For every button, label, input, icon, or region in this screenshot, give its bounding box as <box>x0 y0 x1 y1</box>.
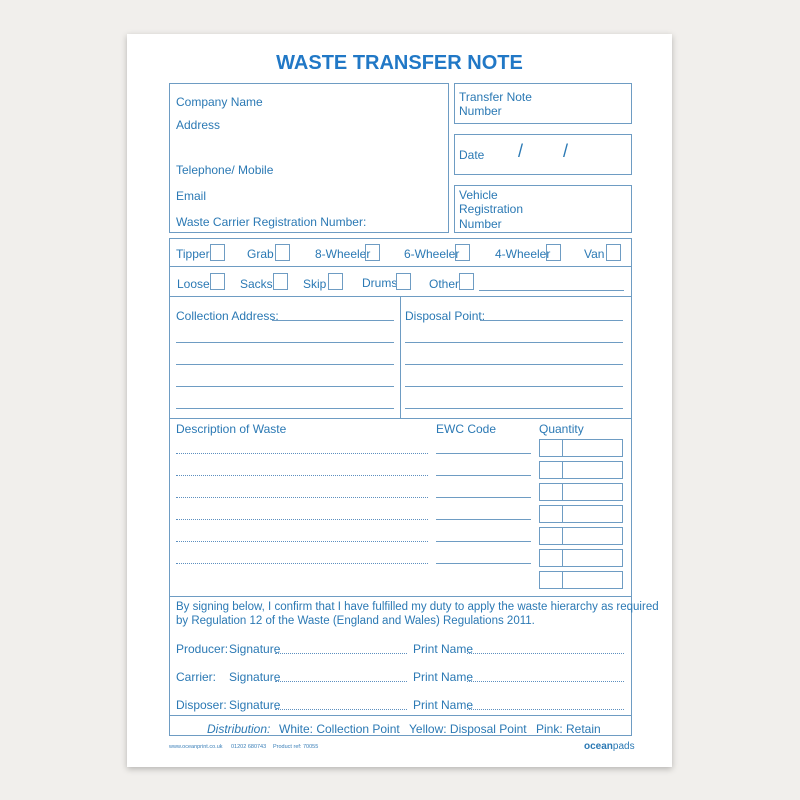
declaration-line-2: by Regulation 12 of the Waste (England and Wales) Regulations 2011. <box>176 615 535 627</box>
date-separator-1: / <box>518 141 524 161</box>
disposal-point-line-1[interactable] <box>480 320 623 321</box>
disposer-signature-field[interactable] <box>275 709 407 710</box>
waste-description-line[interactable] <box>176 563 428 564</box>
waste-description-line[interactable] <box>176 497 428 498</box>
disposal-point-label: Disposal Point: <box>405 309 486 323</box>
vehicle-type-8-wheeler-checkbox[interactable] <box>365 244 380 261</box>
disposer-signature-label: Signature <box>229 698 281 712</box>
carrier-registration-label: Waste Carrier Registration Number: <box>176 215 367 229</box>
quantity-cell-small[interactable] <box>539 549 563 567</box>
other-description-line[interactable] <box>479 290 624 291</box>
collection-address-line-1[interactable] <box>272 320 394 321</box>
company-name-label: Company Name <box>176 95 263 109</box>
vehicle-type-van-checkbox[interactable] <box>606 244 621 261</box>
producer-print-name-field[interactable] <box>467 653 624 654</box>
telephone-label: Telephone/ Mobile <box>176 163 274 177</box>
vehicle-number-label: Number <box>459 217 502 231</box>
form-title: WASTE TRANSFER NOTE <box>276 52 523 74</box>
vehicle-type-grab-label: Grab <box>247 247 274 261</box>
disposal-point-line-5[interactable] <box>405 408 623 409</box>
container-type-drums-checkbox[interactable] <box>396 273 411 290</box>
email-label: Email <box>176 189 207 203</box>
container-type-sacks-label: Sacks <box>240 277 273 291</box>
container-type-skip-label: Skip <box>303 277 327 291</box>
container-type-other-checkbox[interactable] <box>459 273 474 290</box>
brand-light-text: pads <box>612 741 635 752</box>
container-type-sacks-checkbox[interactable] <box>273 273 288 290</box>
ewc-code-line[interactable] <box>436 563 531 564</box>
distribution-white: White: Collection Point <box>279 722 400 736</box>
container-type-drums-label: Drums <box>362 276 398 290</box>
divider <box>169 596 632 597</box>
divider <box>169 418 632 419</box>
disposer-role-label: Disposer: <box>176 698 227 712</box>
collection-address-line-4[interactable] <box>176 386 394 387</box>
date-label: Date <box>459 148 485 162</box>
waste-transfer-note-sheet <box>127 34 672 767</box>
quantity-cell-small[interactable] <box>539 505 563 523</box>
carrier-print-name-field[interactable] <box>467 681 624 682</box>
disposer-print-name-label: Print Name <box>413 698 474 712</box>
collection-address-line-2[interactable] <box>176 342 394 343</box>
date-separator-2: / <box>563 141 569 161</box>
waste-description-line[interactable] <box>176 519 428 520</box>
waste-description-line[interactable] <box>176 453 428 454</box>
vehicle-type-tipper-checkbox[interactable] <box>210 244 225 261</box>
footer-phone: 01202 680743 <box>231 744 267 750</box>
ewc-code-line[interactable] <box>436 541 531 542</box>
vehicle-type-6-wheeler-label: 6-Wheeler <box>404 247 460 261</box>
waste-description-line[interactable] <box>176 541 428 542</box>
quantity-cell-small[interactable] <box>539 439 563 457</box>
disposal-point-line-4[interactable] <box>405 386 623 387</box>
quantity-cell-small[interactable] <box>539 571 563 589</box>
quantity-cell-large[interactable] <box>562 483 623 501</box>
disposal-point-line-3[interactable] <box>405 364 623 365</box>
description-of-waste-label: Description of Waste <box>176 422 287 436</box>
transfer-note-number-label: Number <box>459 104 502 118</box>
carrier-print-name-label: Print Name <box>413 670 474 684</box>
distribution-label: Distribution: <box>207 722 271 736</box>
transfer-note-label: Transfer Note <box>459 90 532 104</box>
declaration-line-1: By signing below, I confirm that I have fulfilled my duty to apply the waste hierarchy as required <box>176 601 659 613</box>
quantity-label: Quantity <box>539 422 584 436</box>
ewc-code-line[interactable] <box>436 453 531 454</box>
ewc-code-label: EWC Code <box>436 422 497 436</box>
divider <box>169 266 632 267</box>
divider <box>169 715 632 716</box>
oceanpads-logo <box>584 741 635 752</box>
quantity-cell-large[interactable] <box>562 461 623 479</box>
distribution-pink: Pink: Retain <box>536 722 601 736</box>
vehicle-type-tipper-label: Tipper <box>176 247 210 261</box>
address-label: Address <box>176 118 221 132</box>
carrier-signature-label: Signature <box>229 670 281 684</box>
collection-address-line-3[interactable] <box>176 364 394 365</box>
producer-print-name-label: Print Name <box>413 642 474 656</box>
quantity-cell-small[interactable] <box>539 483 563 501</box>
producer-signature-field[interactable] <box>275 653 407 654</box>
container-type-other-label: Other <box>429 277 460 291</box>
container-type-loose-checkbox[interactable] <box>210 273 225 290</box>
vehicle-type-grab-checkbox[interactable] <box>275 244 290 261</box>
container-type-skip-checkbox[interactable] <box>328 273 343 290</box>
quantity-cell-large[interactable] <box>562 439 623 457</box>
vehicle-type-6-wheeler-checkbox[interactable] <box>455 244 470 261</box>
collection-address-label: Collection Address: <box>176 309 279 323</box>
vehicle-label: Vehicle <box>459 188 498 202</box>
container-type-loose-label: Loose <box>177 277 210 291</box>
disposer-print-name-field[interactable] <box>467 709 624 710</box>
vehicle-type-van-label: Van <box>584 247 605 261</box>
disposal-point-line-2[interactable] <box>405 342 623 343</box>
producer-role-label: Producer: <box>176 642 229 656</box>
ewc-code-line[interactable] <box>436 475 531 476</box>
vehicle-type-4-wheeler-label: 4-Wheeler <box>495 247 551 261</box>
ewc-code-line[interactable] <box>436 519 531 520</box>
vehicle-type-8-wheeler-label: 8-Wheeler <box>315 247 371 261</box>
carrier-signature-field[interactable] <box>275 681 407 682</box>
footer-website: www.oceanprint.co.uk <box>169 744 223 750</box>
quantity-cell-large[interactable] <box>562 505 623 523</box>
waste-description-line[interactable] <box>176 475 428 476</box>
registration-label: Registration <box>459 202 524 216</box>
address-divider <box>400 296 401 418</box>
brand-bold-text: ocean <box>584 741 613 752</box>
vehicle-type-4-wheeler-checkbox[interactable] <box>546 244 561 261</box>
quantity-cell-small[interactable] <box>539 527 563 545</box>
distribution-yellow: Yellow: Disposal Point <box>409 722 527 736</box>
quantity-cell-small[interactable] <box>539 461 563 479</box>
quantity-cell-large[interactable] <box>562 527 623 545</box>
footer-product-ref: Product ref: 70055 <box>273 744 319 750</box>
producer-signature-label: Signature <box>229 642 281 656</box>
ewc-code-line[interactable] <box>436 497 531 498</box>
collection-address-line-5[interactable] <box>176 408 394 409</box>
quantity-cell-large[interactable] <box>562 571 623 589</box>
quantity-cell-large[interactable] <box>562 549 623 567</box>
carrier-role-label: Carrier: <box>176 670 217 684</box>
